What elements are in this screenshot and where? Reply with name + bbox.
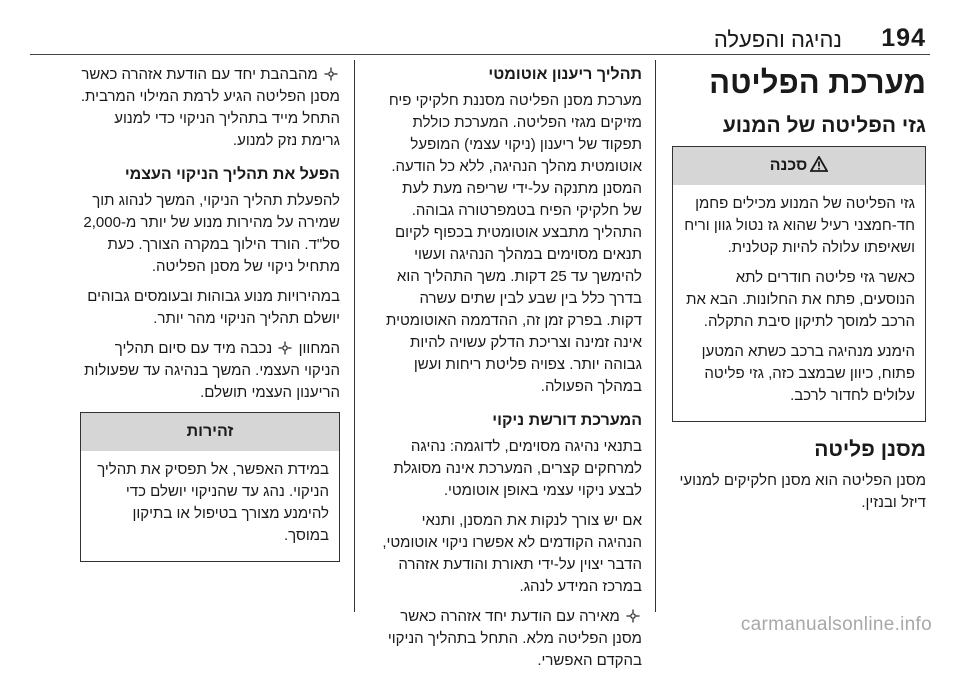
body-text-fragment: מסנן הפליטה הגיע לרמת המילוי המרבית. התחל מייד בתהליך הניקוי כדי למנוע גרימת נזק למנוע.: [80, 88, 340, 149]
caution-box-body: [81, 451, 339, 561]
watermark: carmanualsonline.info: [740, 614, 932, 635]
body-text-fragment: המחוון: [298, 340, 340, 357]
danger-box: [672, 146, 926, 422]
page-number: 194: [881, 24, 926, 52]
danger-box-header: [673, 147, 925, 185]
body-text: מערכת מסנן הפליטה מסננת חלקיקי פיח מזיקים מגזי הפליטה. המערכת כוללת תפקוד של ריענון (ניקוי עצמי) המופעל אוטומטית מהלך הנהיגה, ללא כל הודעה. המסנן מתנקה על-ידי שריפה מעת לעת של חלקיקי הפיח בטמפרטורה גבוהה. התהליך מתבצע אוטומטית בכפוף לקיום תנאים מסוימים במהלך הנהיגה ועשוי להימשך עד 25 דקות. משך התהליך הוא בדרך כלל בין שבע לבין שתים עשרה דקות. בפרק זמן זה, ההדממה האוטומטית אינה זמינה וצריכת הדלק עשויה להיות גבוהה יותר. צפויה פליטת ריחות ועשן במהלך הפעולה.: [386, 92, 642, 395]
body-text-fragment: מסנן הפליטה מלא. התחל בתהליך הניקוי בהקדם האפשרי.: [387, 630, 642, 669]
danger-label: סכנה: [769, 157, 808, 174]
filter-indicator-icon: [626, 609, 640, 623]
column-divider: [354, 60, 355, 612]
caution-box-header: זהירות: [81, 413, 339, 451]
body-text: [80, 338, 340, 404]
section-heading-exhaust-gases: גזי הפליטה של המנוע: [722, 114, 926, 137]
running-title: נהיגה והפעלה: [713, 27, 842, 52]
body-text-fragment: נכבה מיד עם סיום תהליך הניקוי העצמי. המשך בנהיגה עד שפעולות הריענון העצמי תושלם.: [84, 340, 340, 401]
header-rule: [30, 54, 930, 55]
column-middle: [380, 64, 642, 680]
section-heading-cleaning-required: המערכת דורשת ניקוי: [492, 412, 642, 429]
body-text: להפעלת תהליך הניקוי, המשך לנהוג תוך שמירה על מהירות מנוע של יותר מ-2,000 סל"ד. הורד הילוך במקרה הצורך. כעת מתחיל ניקוי של מסנן הפליטה.: [83, 192, 340, 275]
body-text: בתנאי נהיגה מסוימים, לדוגמה: נהיגה למרחקים קצרים, המערכת אינה מסוגלת לבצע ניקוי עצמי באופן אוטומטי.: [393, 438, 642, 499]
column-divider: [655, 60, 656, 612]
section-heading-exhaust-filter: מסנן פליטה: [814, 438, 926, 461]
filter-indicator-icon: [324, 67, 338, 81]
filter-indicator-icon: [278, 341, 292, 355]
warning-triangle-icon: [810, 156, 828, 172]
caution-text: במידת האפשר, אל תפסיק את תהליך הניקוי. נהג עד שהניקוי יושלם כדי להימנע מצורך בטיפול או בתיקון במוסך.: [97, 461, 329, 544]
danger-text: גזי הפליטה של המנוע מכילים פחמן חד-חמצני רעיל שהוא גז נטול גוון וריח ושאיפתו עלולה להיות קטלנית.: [684, 195, 915, 256]
body-text: אם יש צורך לנקות את המסנן, ותנאי הנהיגה הקודמים לא אפשרו ניקוי אוטומטי, הדבר יצוין על-ידי תאורת והודעת אזהרה במרכז המידע לנהג.: [382, 512, 642, 595]
danger-text: כאשר גזי פליטה חודרים לתא הנוסעים, פתח את החלונות. הבא את הרכב למוסך לתיקון סיבת התקלה.: [686, 269, 915, 330]
body-text: מסנן הפליטה הוא מסנן חלקיקים למנועי דיזל ובנזין.: [679, 472, 926, 511]
column-right: [672, 64, 926, 522]
body-text-fragment: מהבהבת יחד עם הודעת אזהרה כאשר: [81, 66, 318, 83]
caution-box: [80, 412, 340, 562]
section-heading-activate-cleaning: הפעל את תהליך הניקוי העצמי: [124, 166, 340, 183]
body-text-fragment: מאירה עם הודעת יחד אזהרה כאשר: [400, 608, 620, 625]
body-text: [380, 606, 642, 672]
danger-box-body: [673, 185, 925, 421]
body-text: [80, 64, 340, 152]
page-title: מערכת הפליטה: [709, 65, 926, 100]
page-header: [0, 0, 960, 56]
body-text: במהירויות מנוע גבוהות ובעומסים גבוהים יושלם תהליך הניקוי מהר יותר.: [87, 288, 340, 327]
danger-text: הימנע מנהיגה ברכב כשתא המטען פתוח, כיוון שבמצב כזה, גזי פליטה עלולים לחדור לרכב.: [701, 343, 915, 404]
column-left: [80, 64, 340, 576]
section-heading-auto-regeneration: תהליך ריענון אוטומטי: [488, 66, 642, 83]
